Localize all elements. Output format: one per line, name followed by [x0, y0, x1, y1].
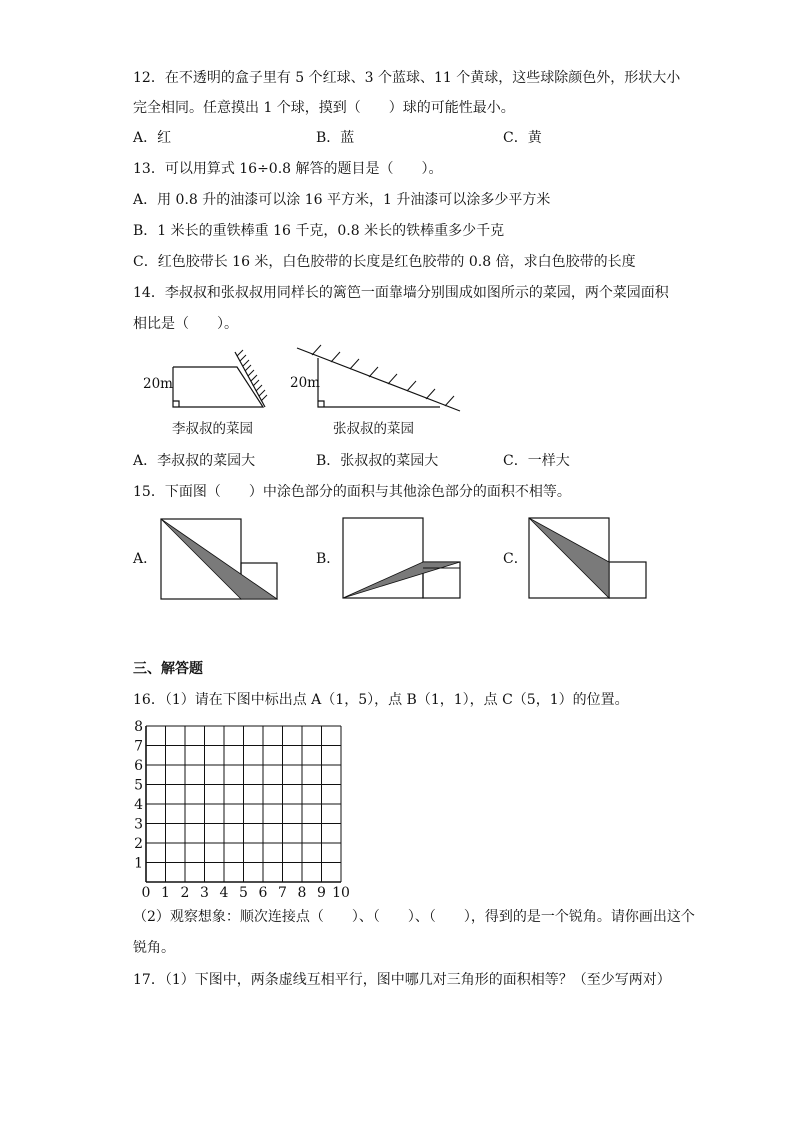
q15-label-c: C． — [503, 551, 528, 567]
x-tick-label: 1 — [161, 885, 170, 901]
q12-option-c: C．黄 — [503, 130, 542, 146]
q14-left-dimension: 20m — [143, 376, 173, 392]
x-tick-label: 5 — [239, 885, 248, 901]
q16-part2-line2: 锐角。 — [133, 940, 175, 956]
x-tick-label: 0 — [141, 885, 151, 901]
q16-part2-line1: （2）观察想象：顺次连接点（ ）、（ ）、（ ），得到的是一个锐角。请你画出这个 — [133, 909, 695, 925]
q14-option-b: B．张叔叔的菜园大 — [316, 453, 439, 469]
y-tick-label: 1 — [134, 855, 143, 872]
x-tick-label: 8 — [297, 885, 307, 901]
q13-option-b: B．1 米长的重铁棒重 16 千克，0.8 米长的铁棒重多少千克 — [133, 223, 505, 239]
q15-label-b: B． — [316, 551, 341, 567]
q15-label-a: A． — [133, 551, 158, 567]
x-tick-label: 3 — [200, 885, 209, 901]
y-tick-label: 8 — [134, 719, 143, 735]
x-tick-label: 2 — [180, 885, 190, 901]
q16-part1: 16．（1）请在下图中标出点 A（1，5），点 B（1，1），点 C（5，1）的位置。 — [133, 692, 629, 708]
q14-option-a: A．李叔叔的菜园大 — [133, 453, 256, 469]
q12-line2: 完全相同。任意摸出 1 个球，摸到（ ）球的可能性最小。 — [133, 100, 515, 116]
x-tick-label: 6 — [258, 885, 268, 901]
q17-part1: 17．（1）下图中，两条虚线互相平行，图中哪几对三角形的面积相等？（至少写两对） — [133, 972, 671, 988]
q12-line1: 12．在不透明的盒子里有 5 个红球、3 个蓝球、11 个黄球，这些球除颜色外，形状大小 — [133, 70, 681, 86]
x-tick-label: 9 — [317, 885, 326, 901]
q13-option-c: C．红色胶带长 16 米，白色胶带的长度是红色胶带的 0.8 倍，求白色胶带的长度 — [133, 254, 636, 270]
y-tick-label: 6 — [134, 758, 143, 774]
q14-line1: 14．李叔叔和张叔叔用同样长的篱笆一面靠墙分别围成如图所示的菜园，两个菜园面积 — [133, 285, 669, 301]
x-tick-label: 7 — [278, 885, 287, 901]
section-title: 三、解答题 — [133, 661, 203, 677]
q12-option-a: A．红 — [133, 130, 172, 146]
q14-right-caption: 张叔叔的菜园 — [333, 421, 414, 437]
q14-line2: 相比是（ ）。 — [133, 316, 238, 332]
y-tick-label: 4 — [134, 797, 143, 813]
y-tick-label: 3 — [134, 816, 143, 833]
x-tick-label: 4 — [219, 885, 229, 901]
y-tick-label: 2 — [134, 836, 143, 852]
q13-option-a: A．用 0.8 升的油漆可以涂 16 平方米，1 升油漆可以涂多少平方米 — [133, 192, 551, 208]
y-tick-label: 7 — [134, 738, 143, 755]
y-tick-label: 5 — [134, 777, 143, 794]
q15-stem: 15．下面图（ ）中涂色部分的面积与其他涂色部分的面积不相等。 — [133, 484, 571, 500]
q12-option-b: B．蓝 — [316, 130, 355, 146]
q14-option-c: C．一样大 — [503, 453, 570, 469]
x-tick-label: 10 — [332, 885, 350, 901]
q14-left-caption: 李叔叔的菜园 — [172, 421, 253, 437]
q13-stem: 13．可以用算式 16÷0.8 解答的题目是（ ）。 — [133, 161, 443, 177]
q14-right-dimension: 20m — [290, 375, 320, 391]
